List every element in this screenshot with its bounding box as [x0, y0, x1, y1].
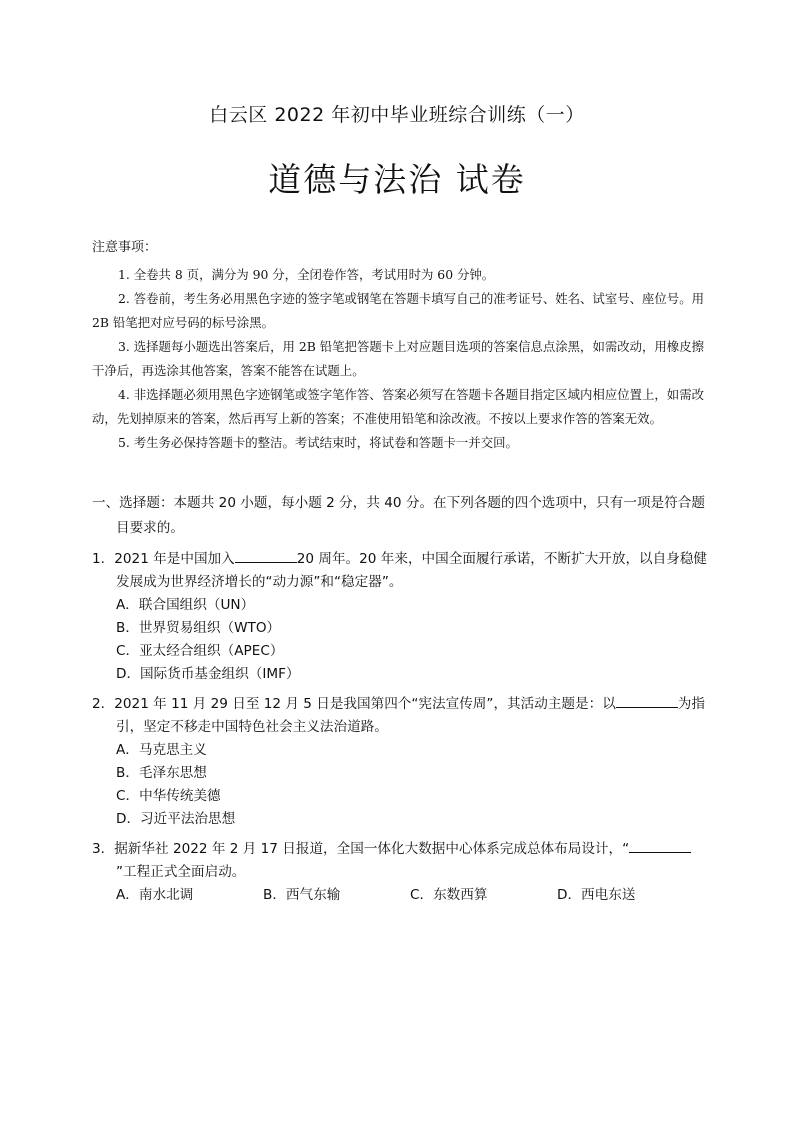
- stem-text: 2．2021 年 11 月 29 日至 12 月 5 日是我国第四个“宪法宣传周”，其活动主题是：以: [92, 696, 616, 712]
- notice-item: 5. 考生务必保持答题卡的整洁。考试结束时，将试卷和答题卡一并交回。: [118, 435, 518, 450]
- option-a: A．南水北调: [116, 887, 194, 903]
- answer-blank: [629, 839, 691, 853]
- stem-text: 1．2021 年是中国加入: [92, 551, 235, 567]
- option-a: A．联合国组织（UN）: [116, 597, 255, 613]
- options-row: [92, 884, 710, 907]
- stem-text: ”工程正式全面启动。: [116, 864, 246, 880]
- option-d: D．国际货币基金组织（IMF）: [116, 666, 300, 682]
- notice-heading: 注意事项：: [92, 240, 158, 255]
- notice-item: 2. 答卷前，考生务必用黑色字迹的签字笔或钢笔在答题卡填写自己的准考证号、姓名、试室号、座位号。用 2B 铅笔把对应号码的标号涂黑。: [92, 291, 704, 330]
- notice-item: 1. 全卷共 8 页，满分为 90 分，全闭卷作答，考试用时为 60 分钟。: [118, 267, 495, 282]
- question-stem: [92, 838, 710, 884]
- exam-title: 道德与法治 试卷: [268, 160, 526, 199]
- question-1: [92, 548, 710, 686]
- section-heading: 一、选择题：本题共 20 小题，每小题 2 分，共 40 分。在下列各题的四个选项中，只有一项是符合题目要求的。: [92, 495, 705, 536]
- multiple-choice-section: [92, 491, 710, 907]
- notice-item: 4. 非选择题必须用黑色字迹钢笔或签字笔作答、答案必须写在答题卡各题目指定区域内相应位置上，如需改动，先划掉原来的答案，然后再写上新的答案；不准使用铅笔和涂改液。不按以上要求作答的答案无效。: [92, 387, 704, 426]
- stem-text: 20 周年。20 年来，中国全面履行承诺，不断扩大开放，以自身稳健发展成为世界经济增长的“动力源”和“稳定器”。: [116, 551, 708, 590]
- question-2: [92, 693, 710, 831]
- option-d: D．习近平法治思想: [116, 811, 236, 827]
- notice-block: [92, 236, 704, 455]
- option-c: C．中华传统美德: [116, 788, 221, 804]
- exam-subtitle: 白云区 2022 年初中毕业班综合训练（一）: [209, 104, 585, 126]
- option-d: D．西电东送: [557, 887, 636, 903]
- option-b: B．西气东输: [263, 887, 341, 903]
- question-stem: [92, 548, 710, 594]
- stem-text: 为指引，坚定不移走中国特色社会主义法治道路。: [116, 696, 705, 735]
- option-c: C．亚太经合组织（APEC）: [116, 643, 284, 659]
- option-b: B．毛泽东思想: [116, 765, 207, 781]
- answer-blank: [235, 549, 297, 563]
- question-3: [92, 838, 710, 907]
- option-c: C．东数西算: [410, 887, 488, 903]
- question-stem: [92, 693, 710, 739]
- option-a: A．马克思主义: [116, 742, 207, 758]
- option-b: B．世界贸易组织（WTO）: [116, 620, 281, 636]
- notice-item: 3. 选择题每小题选出答案后，用 2B 铅笔把答题卡上对应题目选项的答案信息点涂黑，如需改动，用橡皮擦干净后，再选涂其他答案，答案不能答在试题上。: [92, 339, 704, 378]
- answer-blank: [616, 694, 678, 708]
- stem-text: 3．据新华社 2022 年 2 月 17 日报道，全国一体化大数据中心体系完成总体布局设计，“: [92, 841, 630, 857]
